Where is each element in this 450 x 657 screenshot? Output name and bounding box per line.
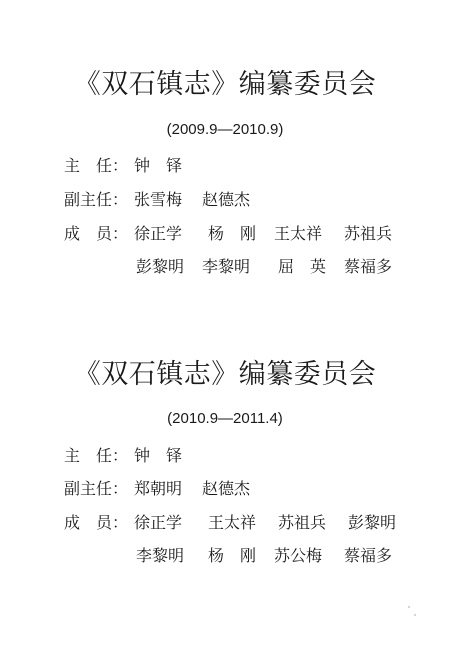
deputy-name: 郑朝明 xyxy=(134,479,183,498)
member-name: 杨 刚 xyxy=(208,546,257,565)
section-title: 《双石镇志》编纂委员会 xyxy=(73,359,377,390)
member-name: 彭黎明 xyxy=(136,257,185,276)
section-title: 《双石镇志》编纂委员会 xyxy=(73,69,377,100)
member-name: 王太祥 xyxy=(274,224,323,243)
member-name: 苏公梅 xyxy=(274,546,323,565)
director-name: 钟 铎 xyxy=(134,156,183,175)
member-name: 苏祖兵 xyxy=(278,513,327,532)
deputy-label: 副主任： xyxy=(64,479,129,498)
scan-speck xyxy=(414,614,416,616)
members-label: 成 员： xyxy=(64,224,129,243)
deputy-name: 张雪梅 xyxy=(134,190,183,209)
member-name: 李黎明 xyxy=(136,546,185,565)
member-name: 蔡福多 xyxy=(344,546,393,565)
scan-speck xyxy=(408,606,410,608)
director-label: 主 任： xyxy=(64,156,129,175)
member-name: 杨 刚 xyxy=(208,224,257,243)
term-period: (2010.9—2011.4) xyxy=(167,410,283,427)
member-name: 李黎明 xyxy=(202,257,251,276)
member-name: 王太祥 xyxy=(208,513,257,532)
director-label: 主 任： xyxy=(64,446,129,465)
deputy-name: 赵德杰 xyxy=(202,190,251,209)
term-period: (2009.9—2010.9) xyxy=(166,121,284,138)
deputy-name: 赵德杰 xyxy=(202,479,251,498)
deputy-label: 副主任： xyxy=(64,190,129,209)
member-name: 彭黎明 xyxy=(348,513,397,532)
director-name: 钟 铎 xyxy=(134,446,183,465)
member-name: 徐正学 xyxy=(134,224,183,243)
member-name: 苏祖兵 xyxy=(344,224,393,243)
members-label: 成 员： xyxy=(64,513,129,532)
member-name: 蔡福多 xyxy=(344,257,393,276)
member-name: 徐正学 xyxy=(134,513,183,532)
member-name: 屈 英 xyxy=(278,257,327,276)
